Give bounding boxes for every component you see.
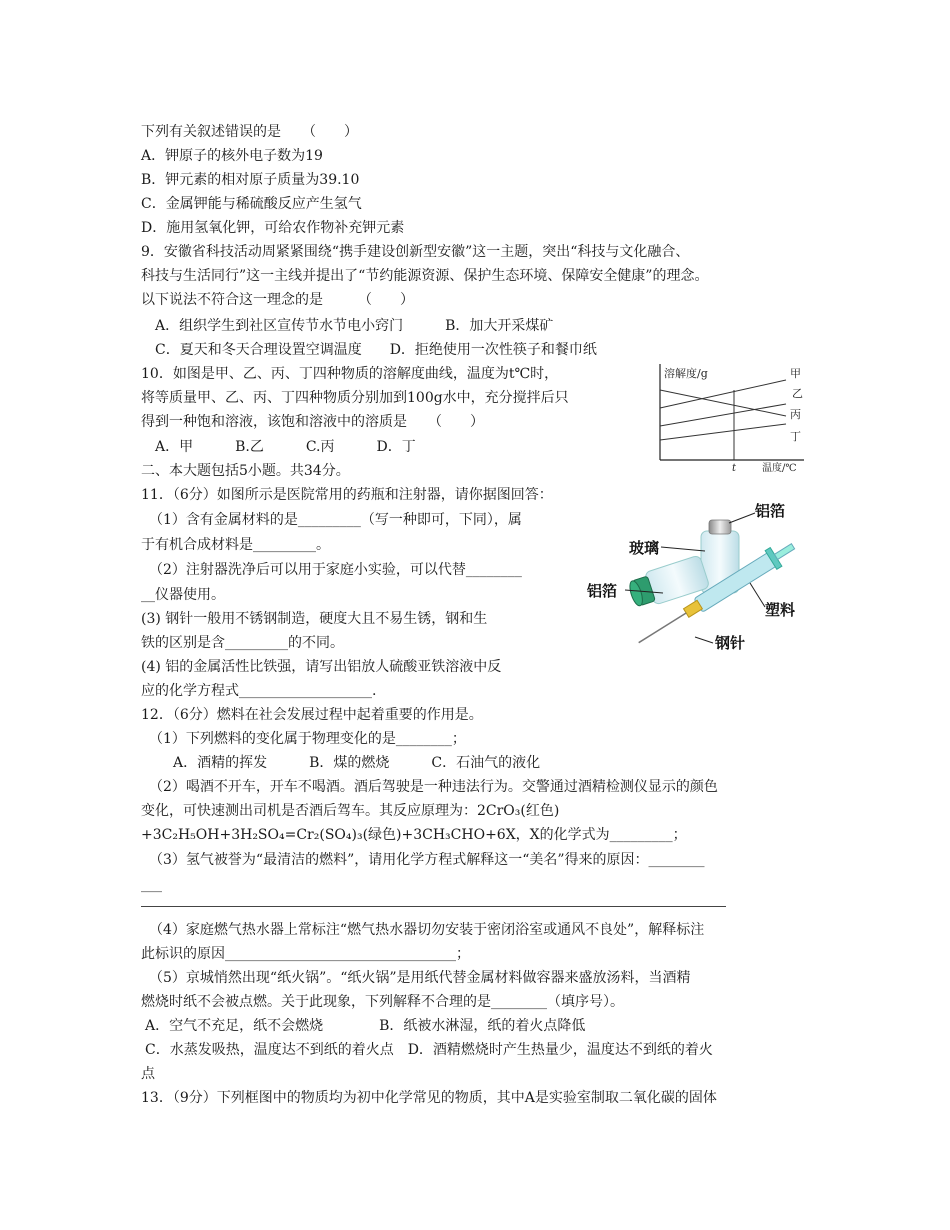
label-glass: 玻璃 xyxy=(629,539,660,557)
q12-part2-equation: +3C₂H₅OH+3H₂SO₄=Cr₂(SO₄)₃(绿色)+3CH₃CHO+6X，X的化学式为_________； xyxy=(141,827,687,843)
legend-ding: 丁 xyxy=(790,430,801,443)
q12-part1: （1）下列燃料的变化属于物理变化的是________； xyxy=(149,731,466,747)
q12-part4-line2: 此标识的原因_________________________________； xyxy=(141,946,470,962)
syringe-plunger xyxy=(774,544,794,560)
q11-part4-line1: (4) 铝的金属活性比铁强，请写出铝放人硫酸亚铁溶液中反 xyxy=(141,659,502,675)
q12-stem: 12．（6分）燃料在社会发展过程中起着重要的作用是。 xyxy=(141,707,483,723)
q10-line-2: 将等质量甲、乙、丙、丁四种物质分别加到100g水中，充分搅拌后只 xyxy=(141,390,569,406)
q8-option-b: B．钾元素的相对原子质量为39.10 xyxy=(141,172,360,188)
chart-x-label: 温度/℃ xyxy=(762,463,797,472)
q12-part2-line1: （2）喝酒不开车，开车不喝酒。酒后驾驶是一种违法行为。交警通过酒精检测仪显示的颜色 xyxy=(149,779,718,795)
q9-line-2: 科技与生活同行”这一主线并提出了“节约能源资源、保护生态环境、保障安全健康”的理念。 xyxy=(141,268,709,284)
legend-jia: 甲 xyxy=(790,367,801,380)
q12-part3-line1: （3）氢气被誉为“最清洁的燃料”，请用化学方程式解释这一“美名”得来的原因：________ xyxy=(149,852,705,868)
label-foil-top: 铝箔 xyxy=(755,502,786,520)
chart-y-label: 溶解度/g xyxy=(664,367,708,380)
q12-part5-line1: （5）京城悄然出现“纸火锅”。“纸火锅”是用纸代替金属材料做容器来盛放汤料，当酒精 xyxy=(149,970,691,986)
upright-vial-cap xyxy=(709,520,731,534)
q9-options-ab: A．组织学生到社区宣传节水节电小窍门 B．加大开采煤矿 xyxy=(155,318,554,334)
curve-ding xyxy=(660,424,786,440)
q8-stem: 下列有关叙述错误的是 （ ） xyxy=(141,124,358,140)
q10-options: A．甲 B.乙 C.丙 D．丁 xyxy=(155,439,416,455)
section-2-heading: 二、本大题包括5小题。共34分。 xyxy=(141,463,350,479)
q12-part5-options-ab: A．空气不充足，纸不会燃烧 B．纸被水淋湿，纸的着火点降低 xyxy=(145,1018,586,1034)
legend-bing: 丙 xyxy=(790,408,801,421)
label-plastic: 塑料 xyxy=(765,601,796,619)
t-tick-label: t xyxy=(732,463,737,472)
solubility-chart xyxy=(652,360,812,472)
pointer-glass xyxy=(661,547,705,551)
legend-yi: 乙 xyxy=(792,387,803,400)
q11-part2-line1: （2）注射器洗净后可以用于家庭小实验，可以代替________ xyxy=(149,562,522,578)
q12-part3-answer-line xyxy=(141,906,726,907)
q12-part2-line2: 变化，可快速测出司机是否酒后驾车。其反应原理为：2CrO₃(红色) xyxy=(141,803,560,819)
q11-part2-line2: __仪器使用。 xyxy=(141,587,225,603)
syringe-vial-illustration xyxy=(585,495,810,665)
pointer-foil-top xyxy=(729,513,755,523)
q11-part1-line2: 于有机合成材料是_________。 xyxy=(141,537,330,553)
label-foil-left: 铝箔 xyxy=(587,582,618,600)
q8-option-a: A．钾原子的核外电子数为19 xyxy=(141,148,323,164)
q8-option-d: D．施用氢氧化钾，可给农作物补充钾元素 xyxy=(141,220,405,236)
q11-part3-line1: (3) 钢针一般用不锈钢制造，硬度大且不易生锈，钢和生 xyxy=(141,611,488,627)
q11-part3-line2: 铁的区别是含_________的不同。 xyxy=(141,635,344,651)
q8-option-c: C．金属钾能与稀硫酸反应产生氢气 xyxy=(141,196,362,212)
q12-part5-options-cd: C．水蒸发吸热，温度达不到纸的着火点 D．酒精燃烧时产生热量少，温度达不到纸的着火 xyxy=(145,1042,713,1058)
q10-line-1: 10．如图是甲、乙、丙、丁四种物质的溶解度曲线，温度为t℃时， xyxy=(141,366,559,382)
q12-part3-line2: ___ xyxy=(141,877,162,893)
pointer-plastic xyxy=(750,583,765,607)
q11-stem: 11．（6分）如图所示是医院常用的药瓶和注射器，请你据图回答： xyxy=(141,487,553,503)
q9-options-cd: C．夏天和冬天合理设置空调温度 D．拒绝使用一次性筷子和餐巾纸 xyxy=(155,342,597,358)
q12-part5-options-cd-cont: 点 xyxy=(141,1066,155,1082)
syringe-needle xyxy=(639,613,686,643)
q9-line-3: 以下说法不符合这一理念的是 （ ） xyxy=(141,292,414,308)
q12-part5-line2: 燃烧时纸不会被点燃。关于此现象，下列解释不合理的是________（填序号）。 xyxy=(141,994,624,1010)
q10-line-3: 得到一种饱和溶液，该饱和溶液中的溶质是 （ ） xyxy=(141,414,484,430)
q12-part4-line1: （4）家庭燃气热水器上常标注“燃气热水器切勿安装于密闭浴室或通风不良处”，解释标注 xyxy=(149,922,705,938)
curve-bing xyxy=(660,404,786,426)
label-needle: 钢针 xyxy=(715,634,746,652)
pointer-needle xyxy=(695,637,713,643)
q12-part1-options: A．酒精的挥发 B．煤的燃烧 C．石油气的液化 xyxy=(173,755,541,771)
q11-part4-line2: 应的化学方程式___________________. xyxy=(141,683,377,699)
q9-line-1: 9．安徽省科技活动周紧紧围绕“携手建设创新型安徽”这一主题，突出“科技与文化融合、 xyxy=(141,244,690,260)
q11-part1-line1: （1）含有金属材料的是_________（写一种即可，下同），属 xyxy=(149,512,522,528)
q13-line-1: 13．（9分）下列框图中的物质均为初中化学常见的物质，其中A是实验室制取二氧化碳的固体 xyxy=(141,1090,717,1106)
